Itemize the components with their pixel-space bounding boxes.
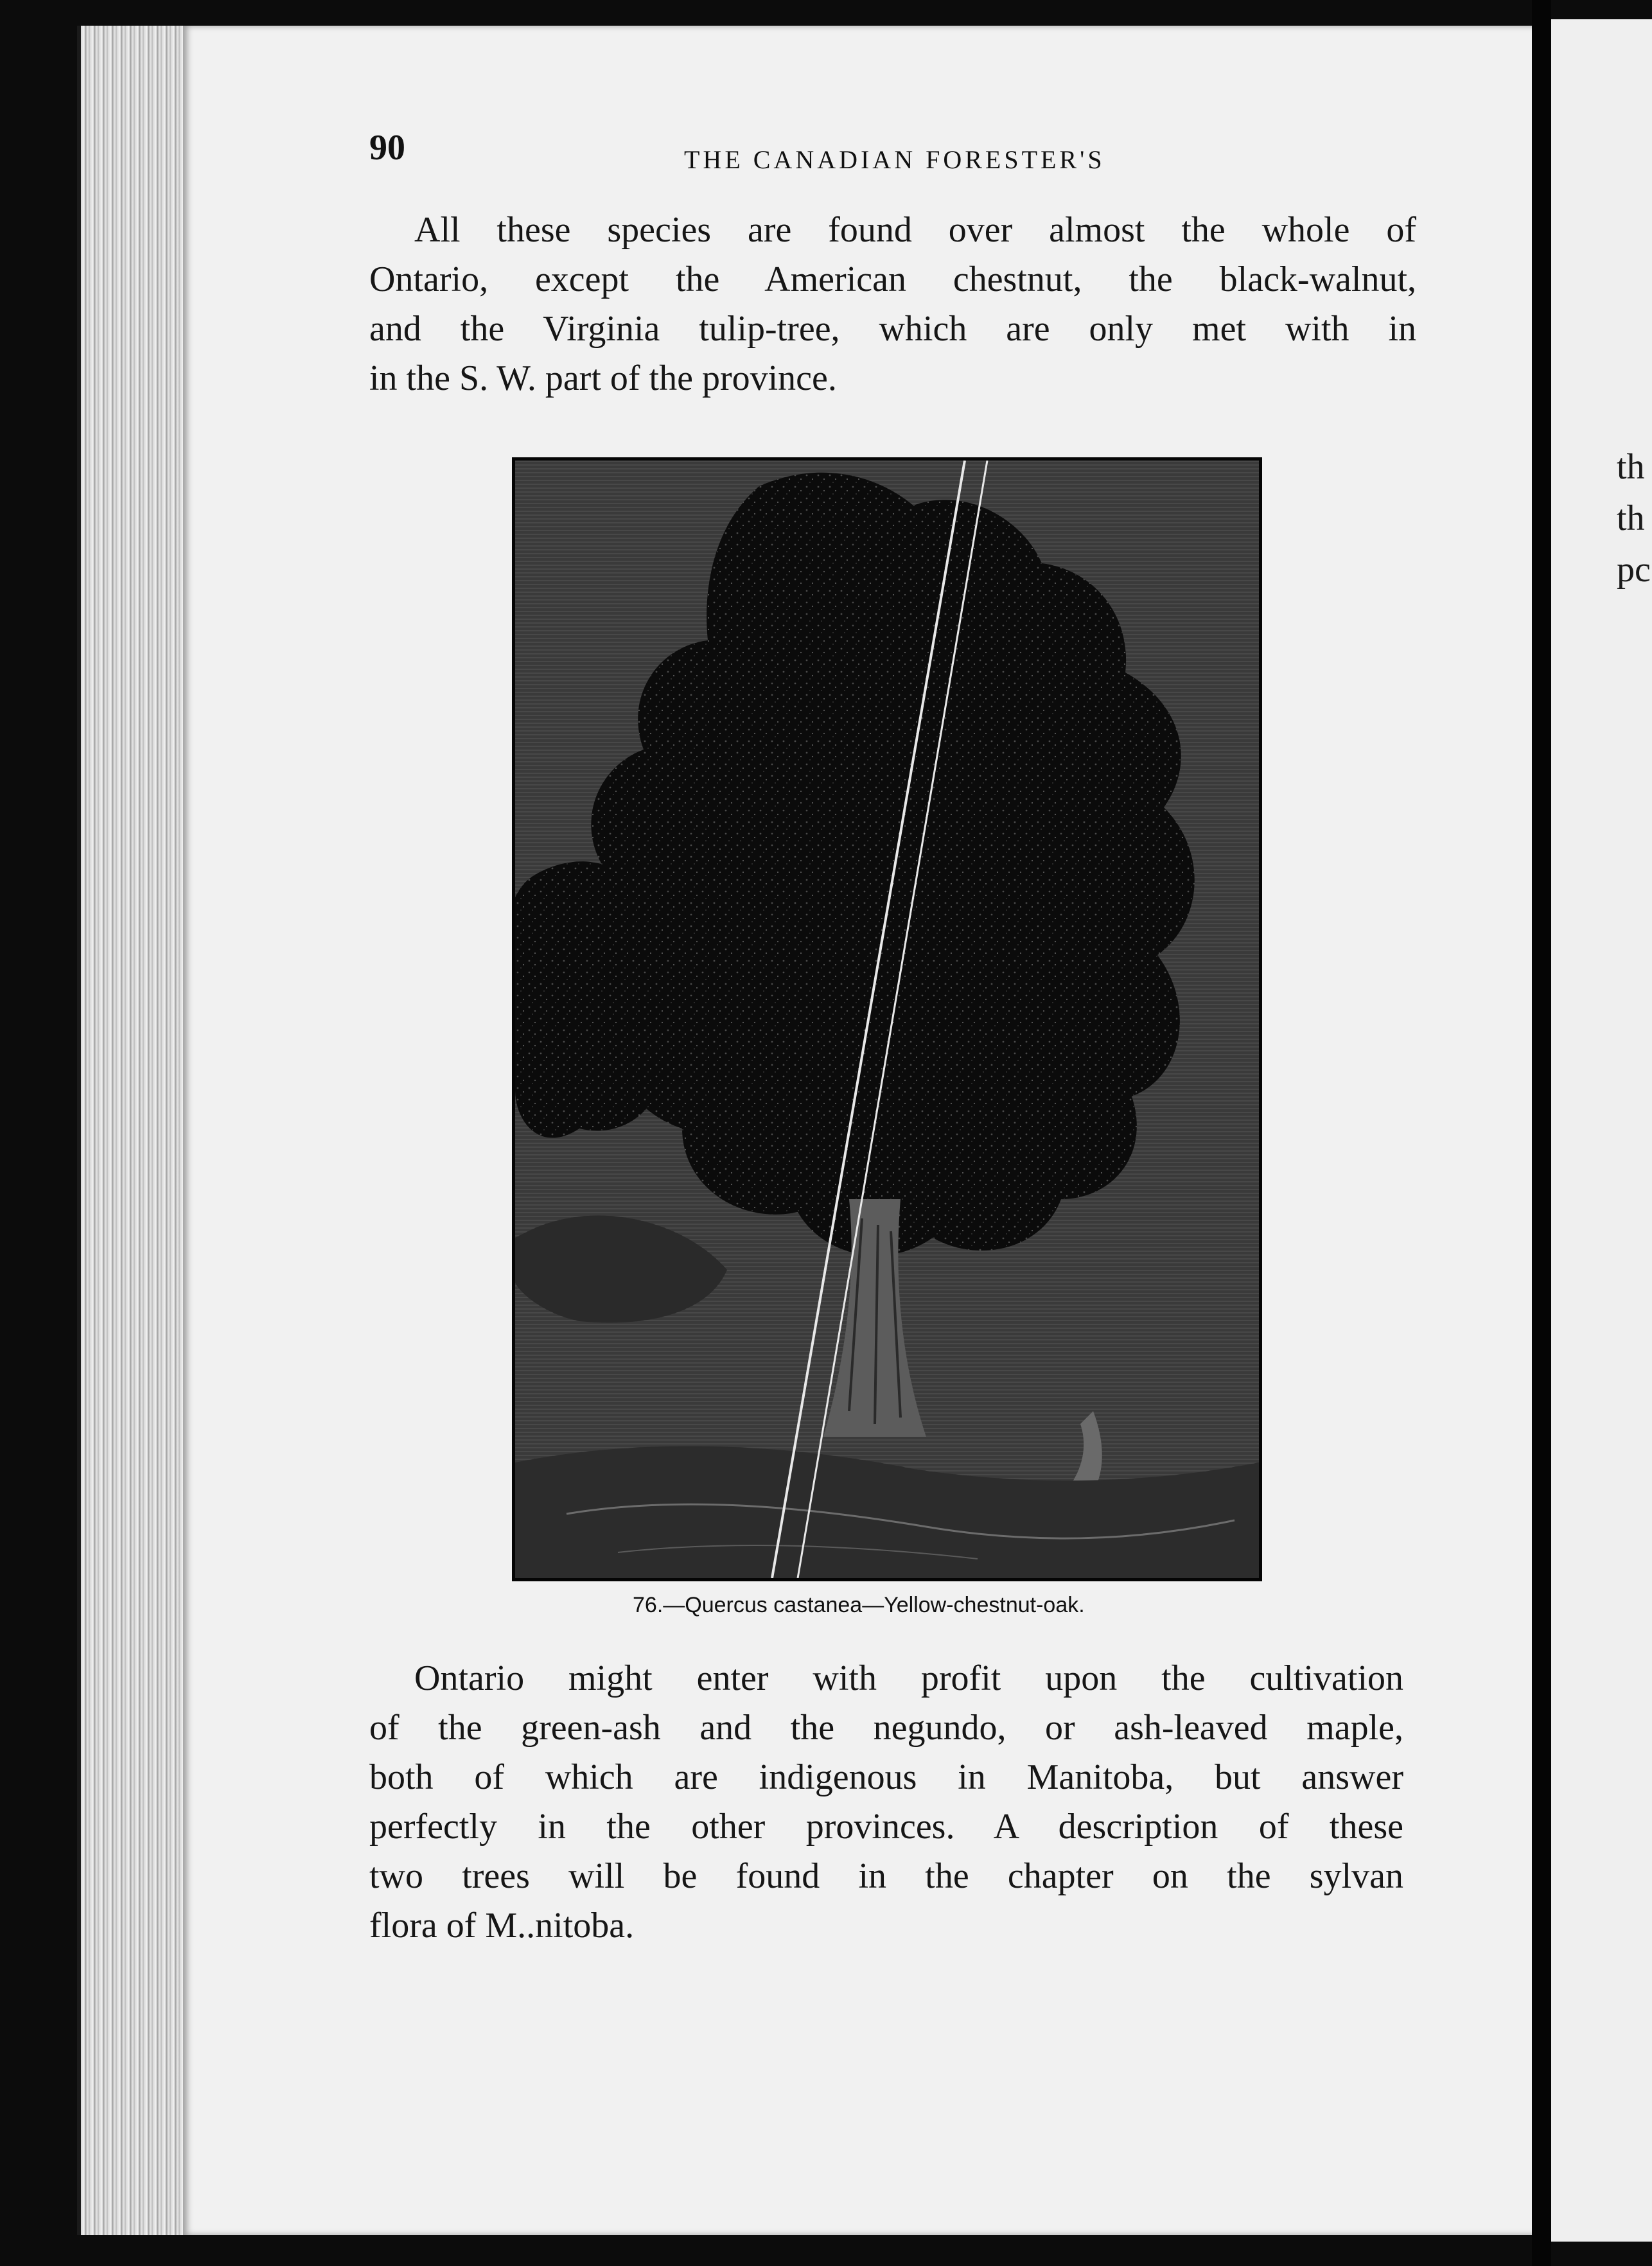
text-line: of the green-ash and the negundo, or ash-leaved maple, <box>369 1708 1403 1748</box>
tree-illustration <box>515 461 1259 1578</box>
book-gutter <box>1532 0 1551 2266</box>
text-line: Ontario might enter with profit upon the cultivation <box>414 1658 1403 1698</box>
facing-page-fragment: th <box>1617 447 1645 487</box>
text-line: and the Virginia tulip-tree, which are only met with in <box>369 309 1416 349</box>
page-edge-stack <box>77 26 187 2235</box>
facing-page-fragment: pc <box>1617 550 1651 590</box>
page-number: 90 <box>369 128 405 168</box>
paragraph <box>369 206 1416 403</box>
text-line: both of which are indigenous in Manitoba, but answer <box>369 1757 1403 1797</box>
facing-page-fragment: th <box>1617 498 1645 538</box>
text-line: flora of M..nitoba. <box>369 1906 635 1945</box>
text-line: in the S. W. part of the province. <box>369 358 837 398</box>
figure-caption: 76.—Quercus castanea—Yellow-chestnut-oak. <box>633 1593 1085 1617</box>
text-line: perfectly in the other provinces. A description of these <box>369 1807 1403 1847</box>
text-line: All these species are found over almost the whole of <box>414 210 1416 250</box>
paragraph <box>369 1654 1403 1951</box>
text-line: Ontario, except the American chestnut, the black-walnut, <box>369 259 1416 299</box>
text-line: two trees will be found in the chapter on the sylvan <box>369 1856 1403 1896</box>
facing-page <box>1551 19 1652 2242</box>
oak-tree-engraving <box>512 457 1262 1581</box>
running-head: THE CANADIAN FORESTER'S <box>684 145 1105 174</box>
